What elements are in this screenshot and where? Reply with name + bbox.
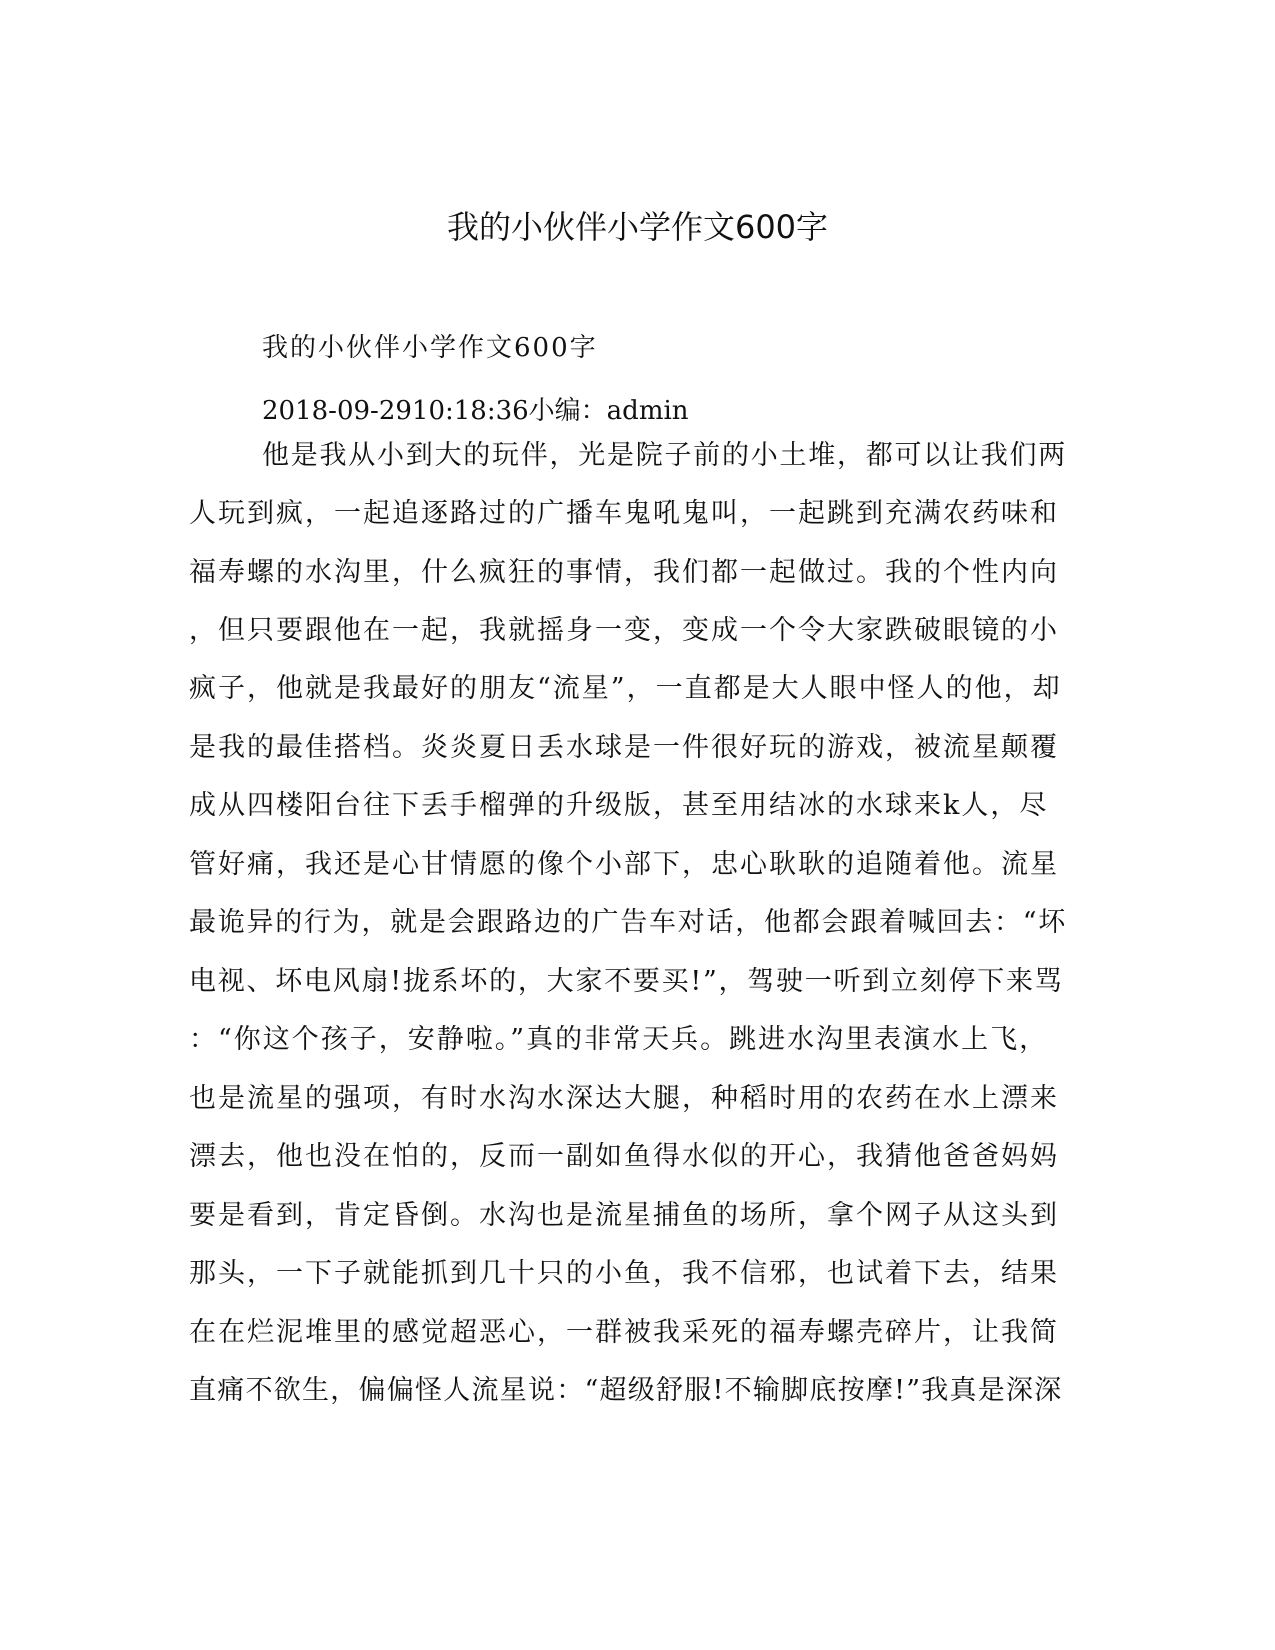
paragraph-line: 电视、坏电风扇!拢系坏的，大家不要买!”，驾驶一听到立刻停下来骂 <box>189 966 1064 997</box>
paragraph-line: 管好痛，我还是心甘情愿的像个小部下，忠心耿耿的追随着他。流星 <box>189 849 1059 880</box>
paragraph-line: 在在烂泥堆里的感觉超恶心，一群被我采死的福寿螺壳碎片，让我简 <box>189 1317 1059 1348</box>
paragraph-line: 最诡异的行为，就是会跟路边的广告车对话，他都会跟着喊回去：“坏 <box>189 907 1068 938</box>
paragraph-line: ，但只要跟他在一起，我就摇身一变，变成一个令大家跌破眼镜的小 <box>189 615 1059 646</box>
paragraph-line: 疯子，他就是我最好的朋友“流星”，一直都是大人眼中怪人的他，却 <box>189 673 1062 704</box>
paragraph-line: 那头，一下子就能抓到几十只的小鱼，我不信邪，也试着下去，结果 <box>189 1258 1059 1289</box>
article-subtitle: 我的小伙伴小学作文600字 <box>262 333 598 363</box>
paragraph-line: 要是看到，肯定昏倒。水沟也是流星捕鱼的场所，拿个网子从这头到 <box>189 1200 1059 1231</box>
paragraph-line: 成从四楼阳台往下丢手榴弹的升级版，甚至用结冰的水球来k人，尽 <box>189 790 1049 821</box>
paragraph-line: 漂去，他也没在怕的，反而一副如鱼得水似的开心，我猜他爸爸妈妈 <box>189 1141 1059 1172</box>
paragraph-line: 直痛不欲生，偏偏怪人流星说：“超级舒服!不输脚底按摩!”我真是深深 <box>189 1375 1063 1406</box>
paragraph-line: 人玩到疯，一起追逐路过的广播车鬼吼鬼叫，一起跳到充满农药味和 <box>189 498 1059 529</box>
article-dateline: 2018-09-2910:18:36小编：admin <box>262 396 689 426</box>
paragraph-line: 福寿螺的水沟里，什么疯狂的事情，我们都一起做过。我的个性内向 <box>189 557 1059 588</box>
paragraph-line: 他是我从小到大的玩伴，光是院子前的小土堆，都可以让我们两 <box>262 440 1067 471</box>
paragraph-line: ：“你这个孩子，安静啦。”真的非常天兵。跳进水沟里表演水上飞， <box>189 1024 1049 1055</box>
paragraph-line: 也是流星的强项，有时水沟水深达大腿，种稻时用的农药在水上漂来 <box>189 1083 1059 1114</box>
paragraph-line: 是我的最佳搭档。炎炎夏日丢水球是一件很好玩的游戏，被流星颠覆 <box>189 732 1059 763</box>
document-title: 我的小伙伴小学作文600字 <box>446 208 829 246</box>
